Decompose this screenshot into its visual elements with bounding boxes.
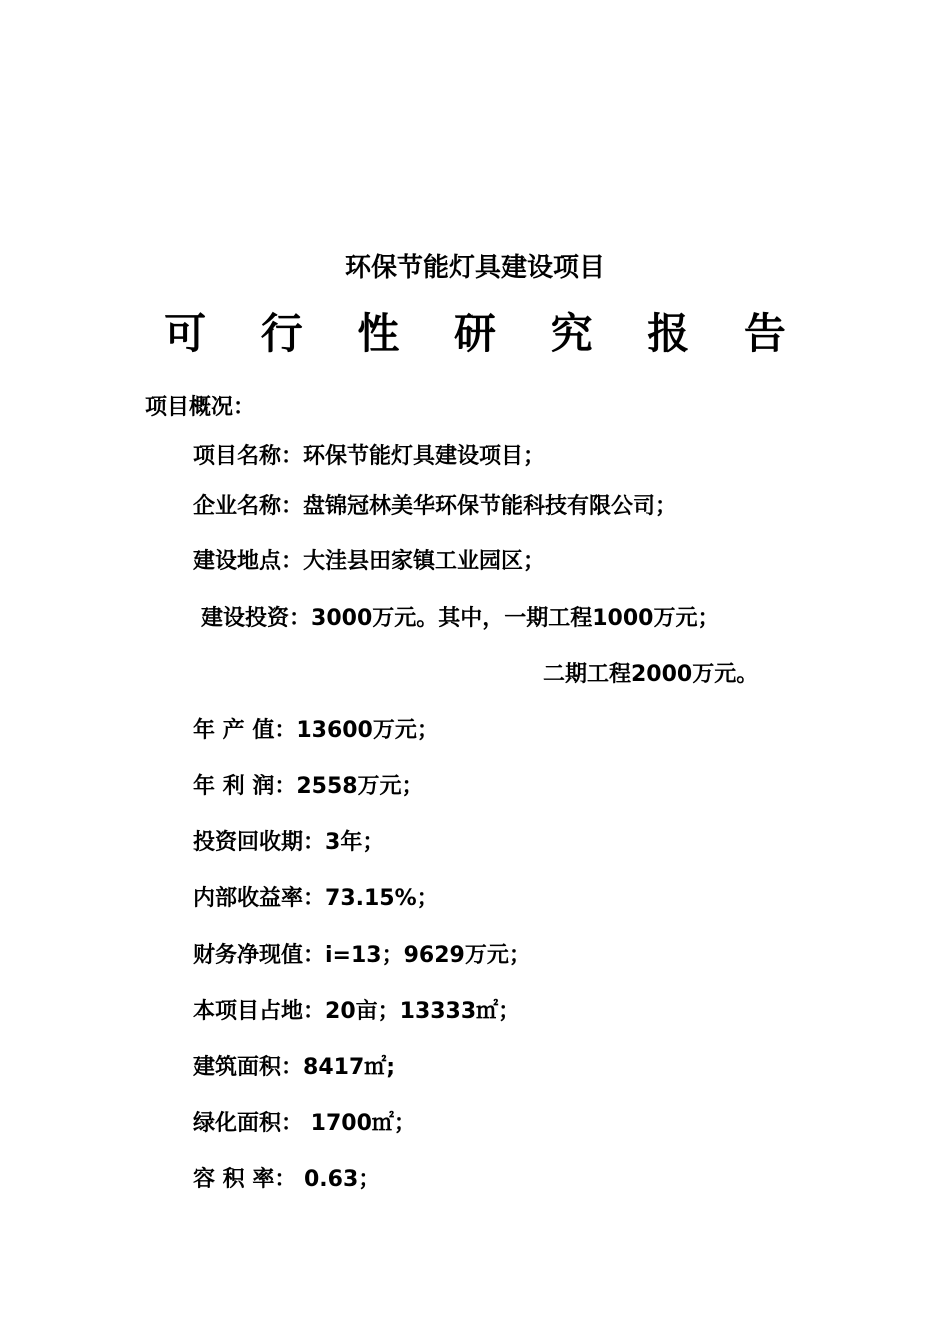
investment-phase2-line (543, 659, 758, 691)
annual-output-line (193, 715, 439, 747)
annual-output-label: 年 产 值： (193, 718, 297, 743)
company-name-value: 盘锦冠林美华环保节能科技有限公司； (303, 494, 678, 519)
plot-ratio-value: 0.63； (296, 1167, 381, 1192)
project-name-line (193, 441, 545, 473)
investment-value: 3000万元。其中，一期工程1000万元； (311, 606, 720, 631)
location-value: 大洼县田家镇工业园区； (303, 549, 546, 574)
payback-value: 3年； (325, 830, 385, 855)
payback-label: 投资回收期： (193, 830, 326, 855)
building-area-label: 建筑面积： (193, 1055, 304, 1080)
land-area-line (193, 996, 520, 1028)
green-area-line (193, 1108, 416, 1140)
payback-line (193, 827, 384, 859)
investment-label: 建设投资： (201, 606, 312, 631)
annual-output-value: 13600万元； (296, 718, 439, 743)
building-area-line (193, 1052, 395, 1084)
land-area-label: 本项目占地： (193, 999, 326, 1024)
npv-value: i=13；9629万元； (325, 943, 531, 968)
document-subtitle: 环保节能灯具建设项目 (344, 253, 605, 283)
building-area-value: 8417㎡; (303, 1055, 396, 1080)
project-name-value: 环保节能灯具建设项目； (303, 444, 546, 469)
irr-value: 73.15%； (325, 886, 439, 911)
annual-profit-label: 年 利 润： (193, 774, 297, 799)
project-name-label: 项目名称： (193, 444, 304, 469)
location-line (193, 546, 545, 578)
irr-label: 内部收益率： (193, 886, 326, 911)
irr-line (193, 883, 439, 915)
overview-heading: 项目概况： (145, 395, 256, 420)
document-title: 可 行 性 研 究 报 告 (164, 309, 806, 358)
annual-profit-line (193, 771, 424, 803)
annual-profit-value: 2558万元； (296, 774, 424, 799)
npv-line (193, 940, 531, 972)
investment-phase2-value: 二期工程2000万元。 (543, 662, 759, 687)
location-label: 建设地点： (193, 549, 304, 574)
land-area-value: 20亩；13333㎡； (325, 999, 521, 1024)
company-name-label: 企业名称： (193, 494, 304, 519)
plot-ratio-line (193, 1164, 380, 1196)
green-area-value: 1700㎡； (303, 1111, 416, 1136)
green-area-label: 绿化面积： (193, 1111, 304, 1136)
investment-line (201, 603, 719, 635)
company-name-line (193, 491, 677, 523)
npv-label: 财务净现值： (193, 943, 326, 968)
plot-ratio-label: 容 积 率： (193, 1167, 297, 1192)
